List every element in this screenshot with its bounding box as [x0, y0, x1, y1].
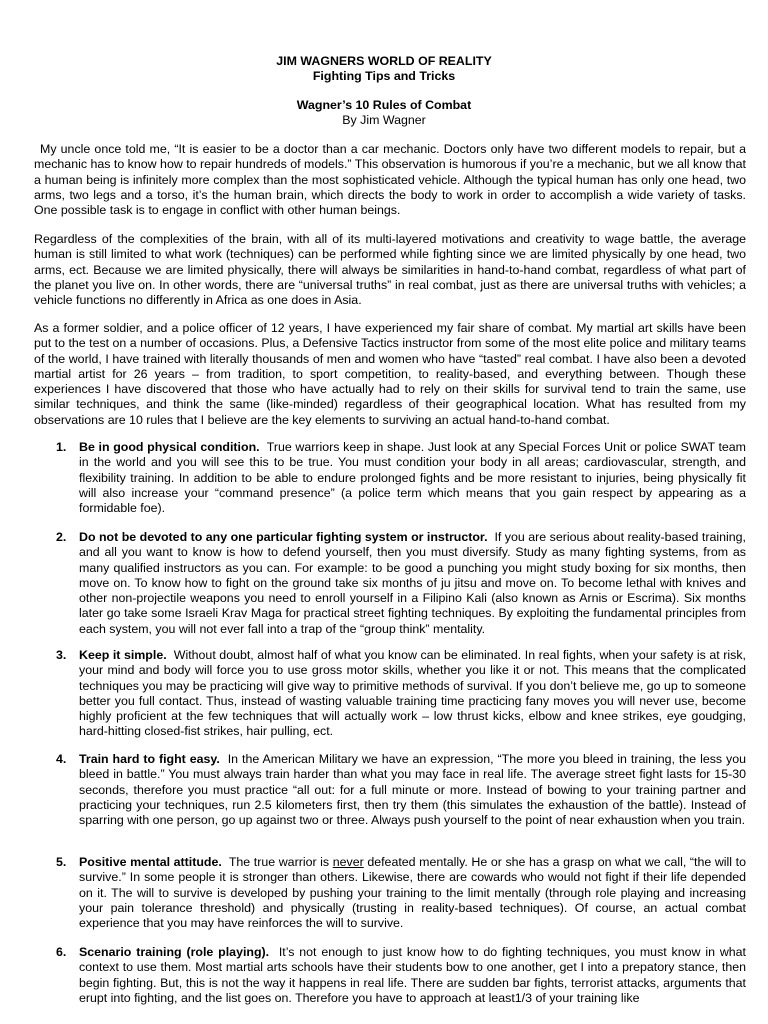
rule-body: [79, 752, 746, 828]
rule-text: It’s not enough to just know how to do fighting techniques, you must know in what context to use them. Most martial arts schools have their students bow to one another, get I into a prepatory stance, then begin fighting. But, this is not the way it happens in real life. There are sudden bar fights, terrorist attacks, arguments that erupt into fighting, and the list goes on. Therefore you have to approach at least1/3 of your training like: [79, 945, 746, 1005]
rule-text: True warriors keep in shape. Just look at any Special Forces Unit or police SWAT team in the world and you will see this to be true. You must condition your body in all areas; cardiovascular, strength, and flexibility training. In addition to be able to endure prolonged fights and be more resistant to injuries, being physically fit will also increase your “command presence” (a police term which means that you gain respect by appearing as a formidable foe).: [79, 440, 747, 516]
rule-text: If you are serious about reality-based training, and all you want to know is how to defend yourself, then you must diversify. Study as many fighting systems, from as many qualified instructors as you can. For example: to be good a punching you might study boxing for six months, then move on. To know how to fight on the ground take six months of ju jitsu and move on. To become lethal with knives and other non-projectile weapons you need to enroll yourself in a Filipino Kali (also known as Arnis or Escrima). Six months later go take some Israeli Krav Maga for practical street fighting techniques. By exploiting the fundamental principles from each system, you will not ever fall into a trap of the “group think” mentality.: [79, 530, 746, 636]
rule-item-1: [56, 440, 746, 516]
intro-paragraph-3: As a former soldier, and a police officer of 12 years, I have experienced my fair share of combat. My martial art skills have been put to the test on a number of occasions. Plus, a Defensive Tactics instructor from some of the most elite police and military teams of the world, I have trained with literally thousands of men and women who have “tasted” real combat. I have also been a devoted martial artist for 26 years – from tradition, to sport competition, to reality-based, and everything between. Though these experiences I have discovered that those who have actually had to rely on their skills for survival tend to train the same, use similar techniques, and think the same (like-minded) regardless of their geographical location. What has resulted from my observations are 10 rules that I believe are the key elements to surviving an actual hand-to-hand combat.: [34, 321, 746, 427]
document-title: JIM WAGNERS WORLD OF REALITY: [276, 54, 492, 68]
rule-item-6: [56, 945, 746, 1006]
rule-body: [79, 440, 746, 516]
rule-item-2: [56, 530, 746, 637]
rule-heading: Keep it simple.: [79, 648, 167, 662]
rule-number: 2.: [56, 530, 67, 544]
article-title: Wagner’s 10 Rules of Combat: [296, 98, 472, 112]
byline: By Jim Wagner: [342, 113, 426, 127]
document-subtitle: Fighting Tips and Tricks: [312, 69, 456, 83]
rule-text: defeated mentally. He or she has a grasp on what we call, “the will to survive.” In some people it is stronger than others. Likewise, there are cowards who would not fight if their life depended on it. The will to survive is developed by pushing your training to the limit mentally (through role playing and increasing your pain tolerance threshold) and physically (trusting in reality-based techniques). Of course, an actual combat experience that you may have reinforces the will to survive.: [79, 855, 746, 931]
rule-text: Without doubt, almost half of what you know can be eliminated. In real fights, when your safety is at risk, your mind and body will force you to use gross motor skills, whether you like it or not. This means that the complicated techniques you may be practicing will give way to primitive methods of survival. If you don’t believe me, go up to someone better you full contact. Thus, instead of wasting valuable training time practicing fany moves you will never use, become highly proficient at the few techniques that will actually work – low thrust kicks, elbow and knee strikes, eye goudging, hard-hitting closed-fist strikes, hair pulling, ect.: [79, 648, 746, 739]
intro-paragraph-2: Regardless of the complexities of the brain, with all of its multi-layered motivations and creativity to wage battle, the average human is still limited to what work (techniques) can be performed while fighting since we are limited physically by one head, two arms, ect. Because we are limited physically, there will always be similarities in hand-to-hand combat, regardless of what part of the planet you live on. In other words, there are “universal truths” in real combat, just as there are universal truths with vehicles; a vehicle functions no differently in Africa as one does in Asia.: [34, 232, 746, 308]
rule-text-emphasis: never: [332, 855, 364, 869]
rule-body: [79, 530, 746, 637]
rule-item-5: [56, 855, 746, 931]
rule-heading: Be in good physical condition.: [79, 440, 260, 454]
rule-heading: Positive mental attitude.: [79, 855, 222, 869]
rule-number: 4.: [56, 752, 67, 766]
rule-item-3: [56, 648, 746, 740]
rule-body: [79, 648, 746, 740]
rule-heading: Do not be devoted to any one particular fighting system or instructor.: [79, 530, 488, 544]
rule-item-4: [56, 752, 746, 828]
rule-number: 3.: [56, 648, 67, 662]
intro-paragraph-1: My uncle once told me, “It is easier to be a doctor than a car mechanic. Doctors only have two different models to repair, but a mechanic has to know how to repair hundreds of models.” This observation is humorous if you’re a mechanic, but we all know that a human being is infinitely more complex than the most sophisticated vehicle. Although the typical human has only one head, two arms, two legs and a torso, it’s the human brain, which directs the body to work in order to accomplish a wide variety of tasks. One possible task is to engage in conflict with other human beings.: [34, 142, 746, 218]
rule-heading: Train hard to fight easy.: [79, 752, 220, 766]
rule-body: [79, 945, 746, 1006]
rule-body: [79, 855, 746, 931]
rule-number: 6.: [56, 945, 67, 959]
rule-heading: Scenario training (role playing).: [79, 945, 270, 959]
rule-number: 1.: [56, 440, 67, 454]
rule-number: 5.: [56, 855, 67, 869]
rule-text: The true warrior is: [228, 855, 333, 869]
rule-text: In the American Military we have an expression, “The more you bleed in training, the less you bleed in battle.” You must always train harder than what you may face in real life. The average street fight lasts for 15-30 seconds, therefore you must practice “all out: for a full minute or more. Instead of bowing to your training partner and practicing your techniques, run 2.5 kilometers first, then try them (this simulates the exhaustion of the battle). Instead of sparring with one person, go up against two or three. Always push yourself to the point of near exhaustion when you train.: [79, 752, 747, 828]
